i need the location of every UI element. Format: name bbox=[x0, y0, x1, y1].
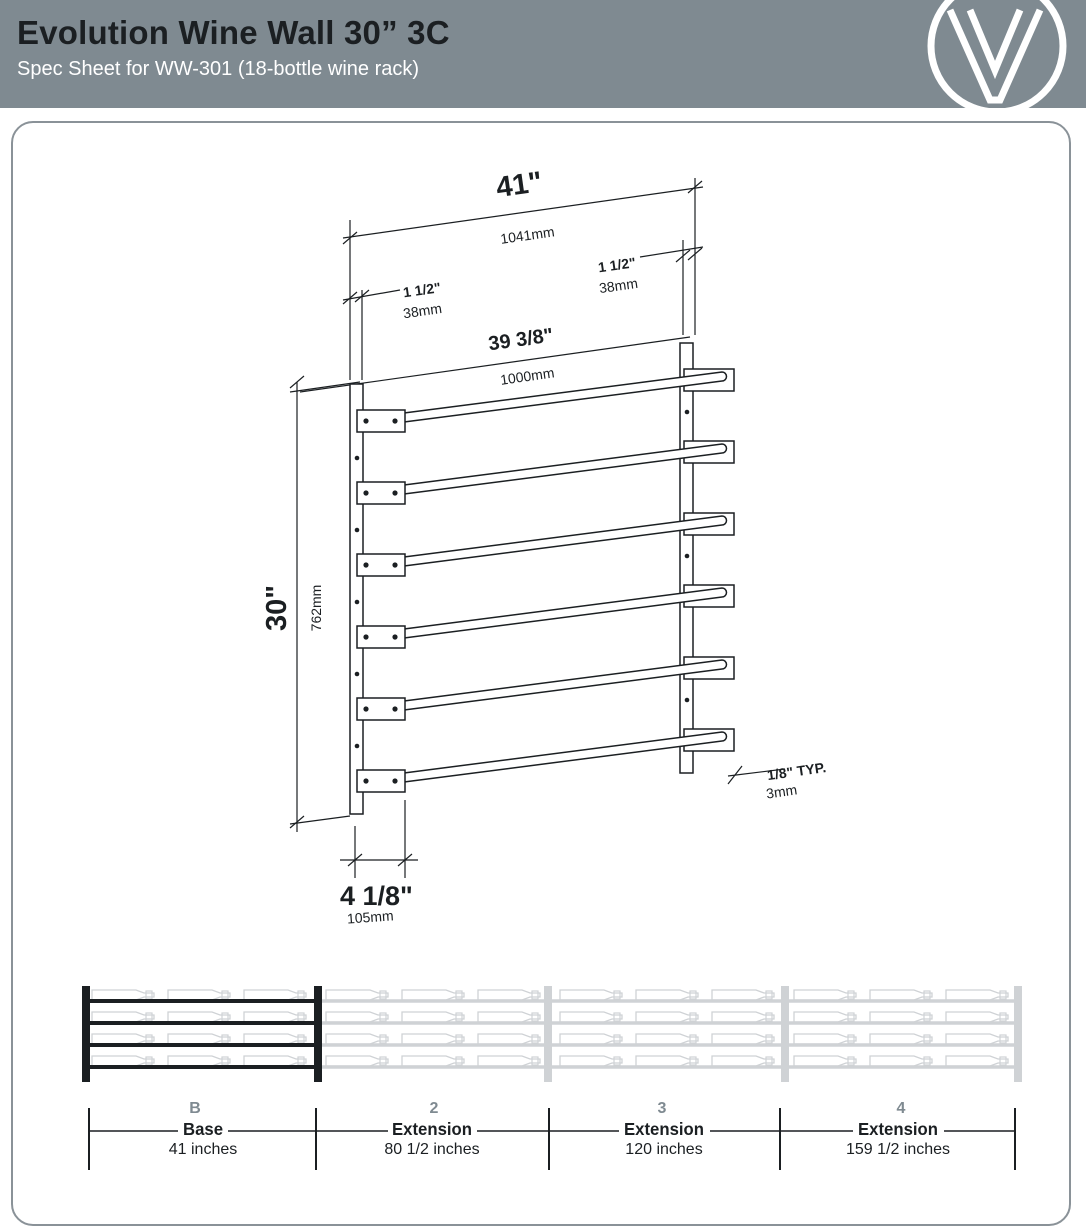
wine-bottle-icon bbox=[636, 1012, 698, 1022]
wine-bottle-icon bbox=[712, 1034, 774, 1044]
wine-bottle-icon bbox=[168, 990, 230, 1000]
wine-bottle-icon bbox=[402, 1056, 464, 1066]
wine-bottle-icon bbox=[478, 1056, 540, 1066]
overall-width-label: 41" bbox=[494, 166, 545, 205]
inner-width-mm-label: 1000mm bbox=[499, 364, 556, 388]
section-labels bbox=[169, 1100, 950, 1158]
left-upright bbox=[350, 384, 363, 814]
inner-width-label: 39 3/8" bbox=[487, 324, 555, 356]
wine-bottle-icon bbox=[326, 1012, 388, 1022]
right-offset-label: 1 1/2" bbox=[597, 254, 637, 276]
wine-bottle-icon bbox=[478, 1034, 540, 1044]
wine-bottle-icon bbox=[168, 1034, 230, 1044]
wine-bottle-icon bbox=[92, 1034, 154, 1044]
section-name: Extension bbox=[392, 1118, 472, 1140]
page-subtitle: Spec Sheet for WW-301 (18-bottle wine rack) bbox=[17, 58, 420, 80]
wine-bottle-icon bbox=[402, 1034, 464, 1044]
section-code: B bbox=[189, 1100, 201, 1117]
thickness-label: 1/8" TYP. bbox=[766, 759, 828, 784]
wine-bottle-icon bbox=[636, 1056, 698, 1066]
thickness-mm-label: 3mm bbox=[765, 781, 799, 802]
section-length: 159 1/2 inches bbox=[845, 1141, 951, 1158]
wine-bottle-icon bbox=[478, 1012, 540, 1022]
wine-bottle-icon bbox=[712, 990, 774, 1000]
section-code: 2 bbox=[429, 1100, 439, 1117]
wine-bottle-icon bbox=[326, 990, 388, 1000]
wine-bottle-icon bbox=[402, 1012, 464, 1022]
wine-bottle-icon bbox=[168, 1012, 230, 1022]
rack-rod bbox=[357, 513, 734, 576]
section-layout bbox=[82, 986, 1022, 1170]
wine-bottle-icon bbox=[560, 1034, 622, 1044]
wine-bottle-icon bbox=[244, 990, 306, 1000]
rack-rod bbox=[357, 657, 734, 720]
right-offset-mm-label: 38mm bbox=[598, 274, 639, 297]
rack-rod bbox=[357, 729, 734, 792]
wine-bottle-icon bbox=[794, 990, 856, 1000]
wine-bottle-icon bbox=[946, 1034, 1008, 1044]
wine-bottle-icon bbox=[946, 1012, 1008, 1022]
wine-bottle-icon bbox=[244, 1034, 306, 1044]
wine-bottle-icon bbox=[946, 990, 1008, 1000]
height-label: 30" bbox=[261, 584, 293, 632]
wine-bottle-icon bbox=[560, 1012, 622, 1022]
wine-bottle-icon bbox=[168, 1056, 230, 1066]
section-code: 3 bbox=[657, 1100, 667, 1117]
overall-width-mm-label: 1041mm bbox=[499, 223, 556, 247]
section-length: 120 inches bbox=[625, 1141, 703, 1158]
wine-bottle-icon bbox=[244, 1012, 306, 1022]
rack-rod bbox=[357, 585, 734, 648]
left-offset-label: 1 1/2" bbox=[402, 279, 442, 301]
wine-bottle-icon bbox=[870, 1034, 932, 1044]
depth-mm-label: 105mm bbox=[346, 907, 395, 927]
wine-bottle-icon bbox=[244, 1056, 306, 1066]
section-code: 4 bbox=[896, 1100, 906, 1117]
section-length: 80 1/2 inches bbox=[384, 1141, 480, 1158]
wine-bottle-icon bbox=[794, 1056, 856, 1066]
depth-label: 4 1/8" bbox=[340, 881, 413, 911]
wine-bottle-icon bbox=[712, 1056, 774, 1066]
rack-drawing bbox=[350, 343, 734, 814]
rack-rod bbox=[357, 441, 734, 504]
wine-bottle-icon bbox=[794, 1012, 856, 1022]
section-name: Base bbox=[182, 1118, 224, 1140]
wine-bottle-icon bbox=[870, 1056, 932, 1066]
wine-bottle-icon bbox=[636, 1034, 698, 1044]
wine-bottle-icon bbox=[326, 1034, 388, 1044]
section-name: Extension bbox=[858, 1118, 938, 1140]
wine-bottle-icon bbox=[870, 1012, 932, 1022]
wine-bottle-icon bbox=[560, 1056, 622, 1066]
wine-bottle-icon bbox=[326, 1056, 388, 1066]
wine-bottle-icon bbox=[402, 990, 464, 1000]
section-name: Extension bbox=[624, 1118, 704, 1140]
wine-bottle-icon bbox=[478, 990, 540, 1000]
rack-rods bbox=[355, 369, 734, 792]
wine-bottle-icon bbox=[92, 1012, 154, 1022]
section-length: 41 inches bbox=[168, 1141, 238, 1158]
wine-bottle-icon bbox=[946, 1056, 1008, 1066]
wine-bottle-icon bbox=[870, 990, 932, 1000]
wine-bottle-icon bbox=[92, 1056, 154, 1066]
wine-bottle-icon bbox=[712, 1012, 774, 1022]
height-mm-label: 762mm bbox=[308, 584, 324, 632]
wine-bottle-icon bbox=[636, 990, 698, 1000]
page-title: Evolution Wine Wall 30” 3C bbox=[17, 14, 450, 51]
left-offset-mm-label: 38mm bbox=[402, 300, 443, 322]
wine-bottle-icon bbox=[560, 990, 622, 1000]
wine-bottle-icon bbox=[92, 990, 154, 1000]
wine-bottle-icon bbox=[794, 1034, 856, 1044]
